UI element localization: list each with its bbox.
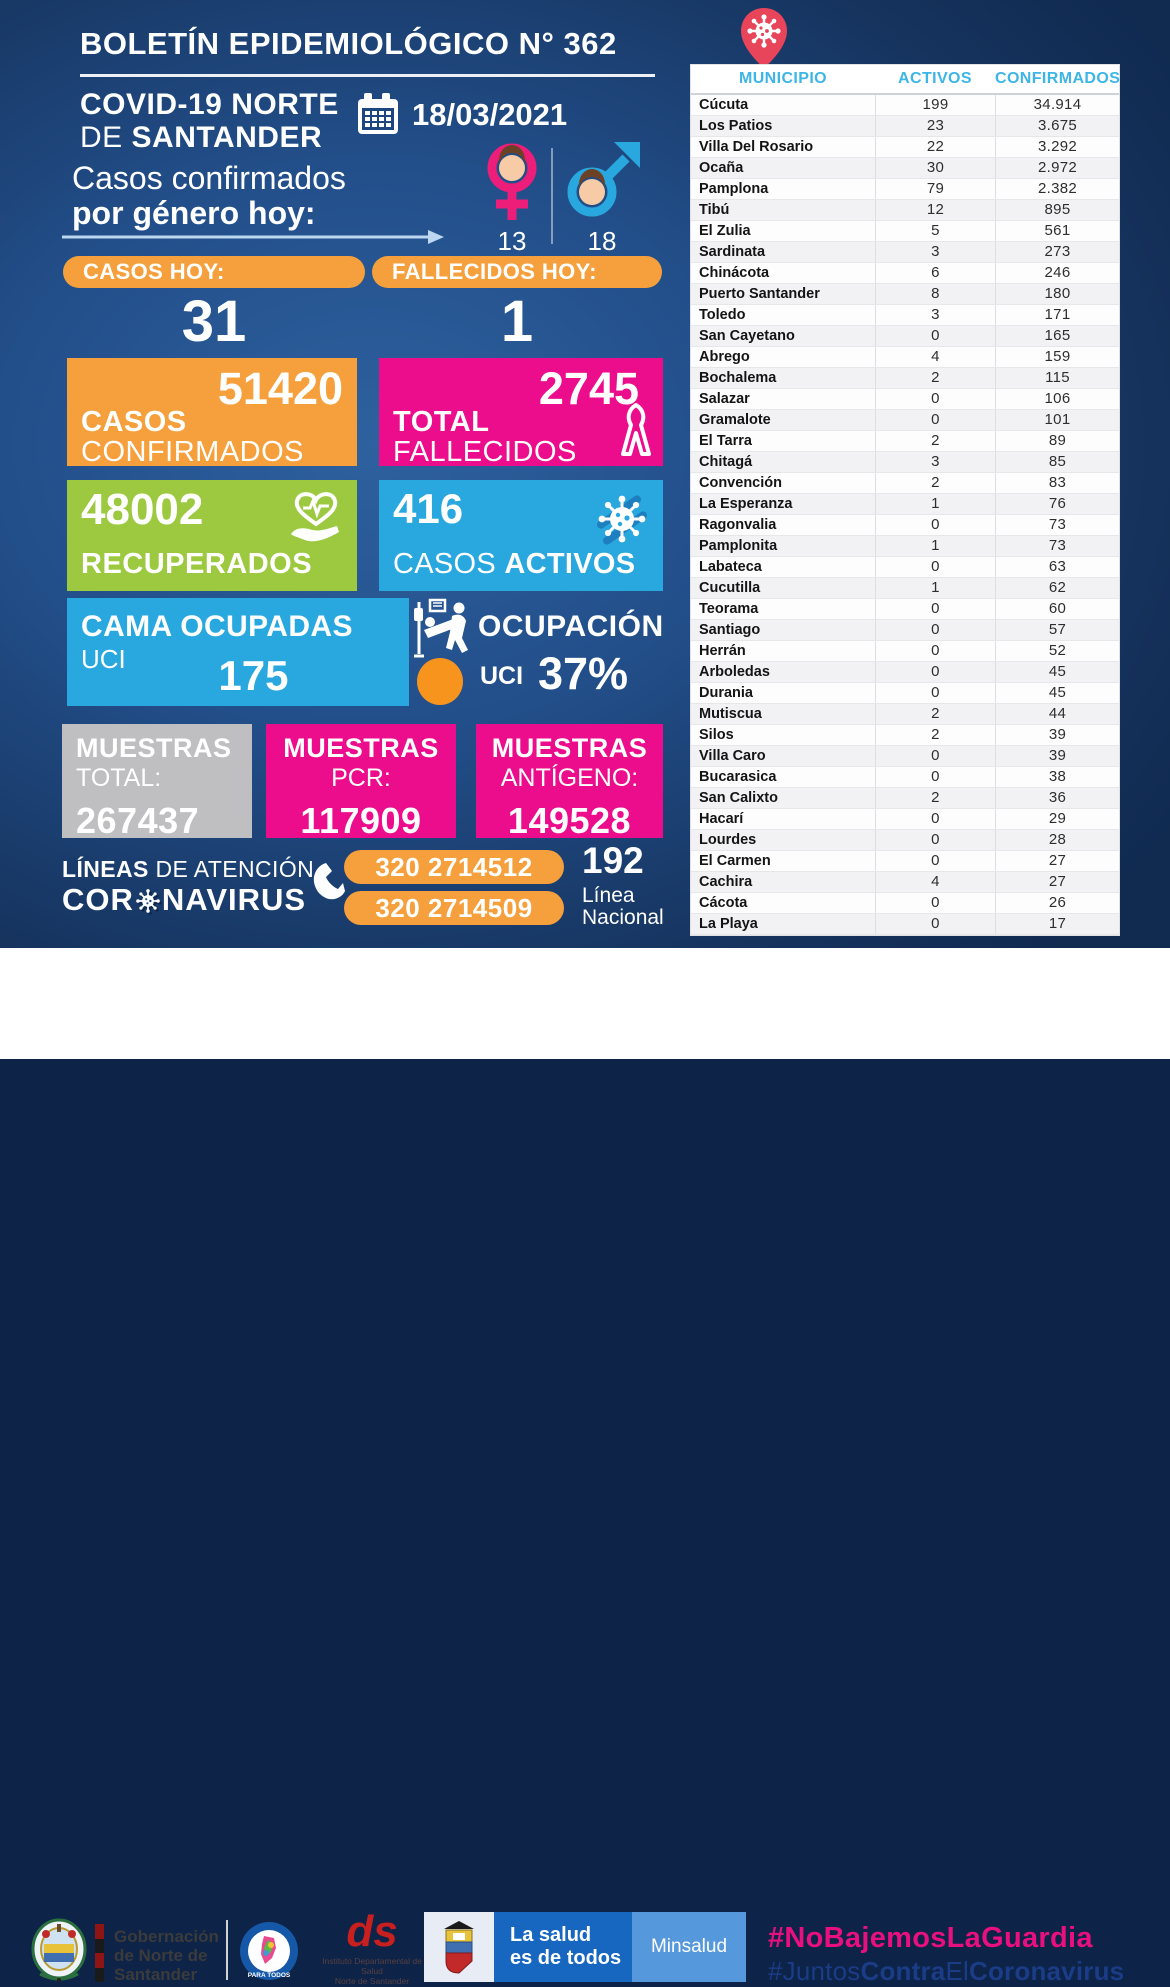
hospital-bed-icon — [412, 598, 474, 660]
subtitle-line2 — [80, 121, 322, 155]
confirmados-cell: 57 — [995, 620, 1119, 640]
salud-line2: es de todos — [510, 1947, 622, 1969]
male-count: 18 — [587, 226, 617, 256]
confirmados-cell: 83 — [995, 473, 1119, 493]
activos-cell: 0 — [875, 410, 995, 430]
subtitle-line1: COVID-19 NORTE — [80, 88, 339, 121]
hashtag2-part1: #Juntos — [768, 1956, 861, 1986]
table-row — [691, 137, 1119, 158]
activos-cell: 0 — [875, 620, 995, 640]
subtitle-line2-light: DE — [80, 121, 132, 154]
fallecidos-hoy-badge: FALLECIDOS HOY: — [372, 256, 662, 288]
muestras-total-card — [62, 724, 252, 842]
table-row — [691, 305, 1119, 326]
table-row — [691, 158, 1119, 179]
municipio-cell: Gramalote — [699, 412, 771, 428]
ids-caption-line2: Norte de Santander — [334, 1976, 410, 1986]
muestras-total-value: 267437 — [76, 800, 200, 842]
recuperados-label: RECUPERADOS — [81, 548, 313, 580]
table-row — [691, 557, 1119, 578]
table-row — [691, 641, 1119, 662]
total-fallecidos-value: 2745 — [538, 363, 639, 414]
virus-icon — [135, 888, 161, 914]
confirmados-cell: 3.675 — [995, 116, 1119, 136]
confirmados-cell: 171 — [995, 305, 1119, 325]
municipio-cell: Arboledas — [699, 664, 770, 680]
recuperados-card — [67, 480, 357, 591]
table-header-row — [691, 65, 1119, 95]
municipio-cell: Sardinata — [699, 244, 766, 260]
municipio-cell: Chinácota — [699, 265, 770, 281]
activos-cell: 3 — [875, 452, 995, 472]
table-row — [691, 410, 1119, 431]
ids-logo — [312, 1907, 432, 1986]
activos-cell: 8 — [875, 284, 995, 304]
table-row — [691, 620, 1119, 641]
activos-cell: 0 — [875, 599, 995, 619]
column-header-activos: ACTIVOS — [898, 70, 972, 87]
confirmados-cell: 52 — [995, 641, 1119, 661]
activos-cell: 2 — [875, 431, 995, 451]
confirmados-cell: 34.914 — [995, 95, 1119, 115]
page-title: BOLETÍN EPIDEMIOLÓGICO N° 362 — [80, 26, 617, 61]
table-row — [691, 263, 1119, 284]
activos-cell: 79 — [875, 179, 995, 199]
activos-cell: 30 — [875, 158, 995, 178]
activos-cell: 0 — [875, 389, 995, 409]
arrow-right-icon — [62, 228, 444, 246]
confirmados-cell: 3.292 — [995, 137, 1119, 157]
activos-cell: 0 — [875, 326, 995, 346]
salud-line1: La salud — [510, 1924, 592, 1946]
gender-heading-bold: por género hoy: — [72, 195, 316, 231]
activos-cell: 3 — [875, 305, 995, 325]
ids-logo-mark: ds — [346, 1907, 398, 1956]
table-row — [691, 431, 1119, 452]
municipio-cell: Durania — [699, 685, 753, 701]
municipio-cell: Pamplonita — [699, 538, 778, 554]
confirmados-cell: 27 — [995, 851, 1119, 871]
table-row — [691, 662, 1119, 683]
table-row — [691, 179, 1119, 200]
table-row — [691, 704, 1119, 725]
phone-icon — [310, 862, 346, 900]
municipio-cell: Puerto Santander — [699, 286, 820, 302]
table-row — [691, 452, 1119, 473]
activos-cell: 2 — [875, 725, 995, 745]
confirmados-cell: 159 — [995, 347, 1119, 367]
gobernacion-wordmark — [114, 1927, 219, 1984]
confirmados-cell: 17 — [995, 914, 1119, 934]
table-row — [691, 893, 1119, 914]
footer-divider — [226, 1920, 228, 1980]
virus-icon — [591, 488, 653, 550]
table-row — [691, 578, 1119, 599]
municipio-cell: La Esperanza — [699, 496, 793, 512]
bulletin-date: 18/03/2021 — [412, 97, 568, 132]
municipio-cell: Toledo — [699, 307, 746, 323]
footer-bar — [0, 948, 1170, 1986]
confirmados-cell: 246 — [995, 263, 1119, 283]
casos-confirmados-line1: CASOS — [81, 406, 187, 438]
title-underline — [80, 74, 655, 77]
activos-cell: 5 — [875, 221, 995, 241]
male-gender-icon — [562, 140, 642, 234]
municipio-cell: Silos — [699, 727, 734, 743]
casos-hoy-badge: CASOS HOY: — [63, 256, 365, 288]
activos-cell: 0 — [875, 830, 995, 850]
orange-dot-icon — [417, 658, 463, 705]
confirmados-cell: 85 — [995, 452, 1119, 472]
ids-caption-line1: Instituto Departamental de Salud — [322, 1956, 422, 1976]
camas-uci-value: 175 — [218, 652, 289, 699]
casos-activos-label-bold: ACTIVOS — [504, 548, 636, 580]
confirmados-cell: 39 — [995, 725, 1119, 745]
municipio-cell: Villa Del Rosario — [699, 139, 814, 155]
confirmados-cell: 76 — [995, 494, 1119, 514]
heart-pulse-hand-icon — [285, 488, 347, 548]
table-row — [691, 914, 1119, 935]
municipio-table-body — [691, 95, 1119, 935]
confirmados-cell: 29 — [995, 809, 1119, 829]
casos-activos-value: 416 — [393, 485, 464, 532]
municipio-table — [690, 64, 1120, 936]
muestras-total-title: MUESTRAS — [76, 733, 232, 763]
activos-cell: 23 — [875, 116, 995, 136]
activos-cell: 6 — [875, 263, 995, 283]
muestras-total-subtitle: TOTAL: — [76, 763, 162, 792]
activos-cell: 1 — [875, 578, 995, 598]
casos-confirmados-card — [67, 358, 357, 469]
ocupacion-title: OCUPACIÓN — [478, 610, 664, 643]
female-gender-icon — [480, 140, 544, 234]
colombia-coat-of-arms-icon — [440, 1921, 478, 1973]
municipio-cell: Labateca — [699, 559, 762, 575]
table-row — [691, 725, 1119, 746]
hashtag2-part2: Contra — [860, 1956, 946, 1986]
table-row — [691, 599, 1119, 620]
column-header-municipio: MUNICIPIO — [738, 70, 828, 87]
municipio-cell: Salazar — [699, 391, 750, 407]
gobernacion-line2: de Norte de — [114, 1946, 208, 1965]
table-row — [691, 788, 1119, 809]
activos-cell: 2 — [875, 368, 995, 388]
hashtag-no-bajemos-la-guardia: #NoBajemosLaGuardia — [768, 1922, 1093, 1954]
activos-cell: 0 — [875, 683, 995, 703]
camas-uci-line2: UCI — [81, 644, 126, 674]
confirmados-cell: 45 — [995, 683, 1119, 703]
confirmados-cell: 561 — [995, 221, 1119, 241]
ocupacion-uci-value: 37% — [538, 648, 629, 699]
recuperados-value: 48002 — [81, 485, 204, 534]
table-row — [691, 830, 1119, 851]
subtitle-line2-bold: SANTANDER — [131, 121, 323, 154]
municipio-cell: San Calixto — [699, 790, 778, 806]
municipio-cell: Ocaña — [699, 160, 744, 176]
gender-heading-light: Casos confirmados — [72, 160, 346, 196]
activos-cell: 0 — [875, 809, 995, 829]
coronavirus-prefix: COR — [62, 882, 134, 917]
casos-hoy-value: 31 — [181, 289, 247, 354]
table-row — [691, 221, 1119, 242]
activos-cell: 4 — [875, 347, 995, 367]
municipio-cell: Cachira — [699, 874, 753, 890]
confirmados-cell: 2.972 — [995, 158, 1119, 178]
municipio-cell: Tibú — [699, 202, 730, 218]
muestras-antigeno-subtitle: ANTÍGENO: — [500, 763, 639, 792]
national-line-number: 192 — [582, 840, 644, 881]
table-row — [691, 389, 1119, 410]
table-row — [691, 116, 1119, 137]
table-row — [691, 809, 1119, 830]
activos-cell: 0 — [875, 893, 995, 913]
hashtag2-part3: El — [945, 1956, 969, 1986]
confirmados-cell: 180 — [995, 284, 1119, 304]
confirmados-cell: 165 — [995, 326, 1119, 346]
table-row — [691, 326, 1119, 347]
muestras-antigeno-title: MUESTRAS — [491, 733, 648, 763]
municipio-cell: Mutiscua — [699, 706, 762, 722]
muestras-pcr-subtitle: PCR: — [331, 763, 391, 792]
colombia-shield-box — [424, 1912, 494, 1982]
table-row — [691, 473, 1119, 494]
municipio-cell: Convención — [699, 475, 782, 491]
muestras-antigeno-value: 149528 — [507, 800, 632, 842]
municipio-cell: Lourdes — [699, 832, 757, 848]
coronavirus-suffix: NAVIRUS — [161, 882, 307, 917]
confirmados-cell: 73 — [995, 515, 1119, 535]
la-salud-es-de-todos-banner — [494, 1912, 632, 1982]
lineas-label-bold: LÍNEAS — [62, 856, 149, 882]
activos-cell: 1 — [875, 494, 995, 514]
municipio-cell: Pamplona — [699, 181, 769, 197]
table-row — [691, 746, 1119, 767]
casos-activos-label — [393, 548, 635, 581]
total-fallecidos-line1: TOTAL — [393, 406, 490, 438]
table-row — [691, 368, 1119, 389]
circle-logo-text: PARA TODOS — [247, 1972, 291, 1979]
confirmados-cell: 28 — [995, 830, 1119, 850]
confirmados-cell: 36 — [995, 788, 1119, 808]
activos-cell: 0 — [875, 557, 995, 577]
confirmados-cell: 45 — [995, 662, 1119, 682]
confirmados-cell: 2.382 — [995, 179, 1119, 199]
municipio-cell: Cucutilla — [699, 580, 761, 596]
activos-cell: 0 — [875, 767, 995, 787]
calendar-icon — [356, 92, 402, 136]
phone-number-1: 320 2714512 — [344, 850, 564, 884]
table-row — [691, 494, 1119, 515]
muestras-pcr-title: MUESTRAS — [283, 733, 439, 763]
table-row — [691, 515, 1119, 536]
casos-confirmados-line2: CONFIRMADOS — [81, 436, 304, 469]
table-row — [691, 242, 1119, 263]
gobernacion-line3: Santander — [114, 1965, 198, 1984]
national-line-label2: Nacional — [582, 906, 664, 929]
municipio-cell: Teorama — [699, 601, 759, 617]
activos-cell: 0 — [875, 851, 995, 871]
casos-activos-card — [379, 480, 663, 591]
confirmados-cell: 895 — [995, 200, 1119, 220]
activos-cell: 0 — [875, 662, 995, 682]
activos-cell: 22 — [875, 137, 995, 157]
mas-oportunidades-logo — [238, 1920, 300, 1982]
municipio-cell: Villa Caro — [699, 748, 766, 764]
table-row — [691, 347, 1119, 368]
muestras-antigeno-card — [476, 724, 663, 842]
confirmados-cell: 62 — [995, 578, 1119, 598]
municipio-cell: Bochalema — [699, 370, 777, 386]
gobernacion-crest-logo — [30, 1918, 88, 1984]
confirmados-cell: 60 — [995, 599, 1119, 619]
activos-cell: 0 — [875, 641, 995, 661]
activos-cell: 2 — [875, 473, 995, 493]
total-fallecidos-line2: FALLECIDOS — [393, 436, 577, 469]
activos-cell: 2 — [875, 704, 995, 724]
municipio-cell: Bucarasica — [699, 769, 777, 785]
total-fallecidos-card — [379, 358, 663, 469]
muestras-pcr-card — [266, 724, 456, 842]
confirmados-cell: 89 — [995, 431, 1119, 451]
muestras-pcr-value: 117909 — [300, 800, 422, 842]
female-count: 13 — [497, 226, 527, 256]
lineas-label — [62, 856, 314, 883]
national-line-label1: Línea — [582, 884, 635, 907]
hashtag-juntos-contra-el-coronavirus — [768, 1956, 1124, 1987]
table-row — [691, 851, 1119, 872]
fallecidos-hoy-value: 1 — [500, 289, 534, 354]
confirmados-cell: 273 — [995, 242, 1119, 262]
activos-cell: 3 — [875, 242, 995, 262]
hashtag2-part4: Coronavirus — [968, 1956, 1125, 1986]
confirmados-cell: 26 — [995, 893, 1119, 913]
table-row — [691, 284, 1119, 305]
flag-stripe — [95, 1924, 104, 1982]
municipio-cell: Cácota — [699, 895, 748, 911]
activos-cell: 0 — [875, 746, 995, 766]
camas-uci-card — [67, 598, 409, 706]
municipio-cell: El Zulia — [699, 223, 751, 239]
camas-uci-line1: CAMA OCUPADAS — [81, 610, 353, 643]
table-row — [691, 872, 1119, 893]
table-row — [691, 536, 1119, 557]
gobernacion-line1: Gobernación — [114, 1927, 219, 1946]
confirmados-cell: 63 — [995, 557, 1119, 577]
municipio-cell: Ragonvalia — [699, 517, 777, 533]
activos-cell: 0 — [875, 914, 995, 934]
confirmados-cell: 44 — [995, 704, 1119, 724]
table-row — [691, 200, 1119, 221]
awareness-ribbon-icon — [621, 404, 651, 458]
confirmados-cell: 115 — [995, 368, 1119, 388]
confirmados-cell: 27 — [995, 872, 1119, 892]
activos-cell: 0 — [875, 515, 995, 535]
activos-cell: 12 — [875, 200, 995, 220]
municipio-cell: Los Patios — [699, 118, 773, 134]
confirmados-cell: 106 — [995, 389, 1119, 409]
municipio-cell: Hacarí — [699, 811, 744, 827]
coronavirus-wordmark — [62, 882, 306, 918]
activos-cell: 1 — [875, 536, 995, 556]
municipio-cell: La Playa — [699, 916, 758, 932]
table-row — [691, 767, 1119, 788]
table-row — [691, 95, 1119, 116]
municipio-cell: Chitagá — [699, 454, 753, 470]
phone-number-2: 320 2714509 — [344, 891, 564, 925]
municipio-cell: Cúcuta — [699, 97, 749, 113]
column-header-confirmados: CONFIRMADOS — [995, 70, 1121, 87]
minsalud-banner: Minsalud — [632, 1912, 746, 1982]
casos-activos-label-light: CASOS — [393, 548, 505, 580]
confirmados-cell: 39 — [995, 746, 1119, 766]
casos-confirmados-value: 51420 — [217, 363, 343, 414]
municipio-cell: El Tarra — [699, 433, 752, 449]
ocupacion-uci-label: UCI — [480, 662, 524, 690]
municipio-cell: San Cayetano — [699, 328, 795, 344]
lineas-label-light: DE ATENCIÓN — [148, 856, 315, 882]
confirmados-cell: 73 — [995, 536, 1119, 556]
municipio-cell: El Carmen — [699, 853, 771, 869]
confirmados-cell: 101 — [995, 410, 1119, 430]
activos-cell: 2 — [875, 788, 995, 808]
confirmados-cell: 38 — [995, 767, 1119, 787]
municipio-cell: Herrán — [699, 643, 746, 659]
table-row — [691, 683, 1119, 704]
activos-cell: 4 — [875, 872, 995, 892]
gender-divider — [551, 148, 553, 244]
municipio-cell: Santiago — [699, 622, 761, 638]
municipio-cell: Abrego — [699, 349, 750, 365]
activos-cell: 199 — [875, 95, 995, 115]
